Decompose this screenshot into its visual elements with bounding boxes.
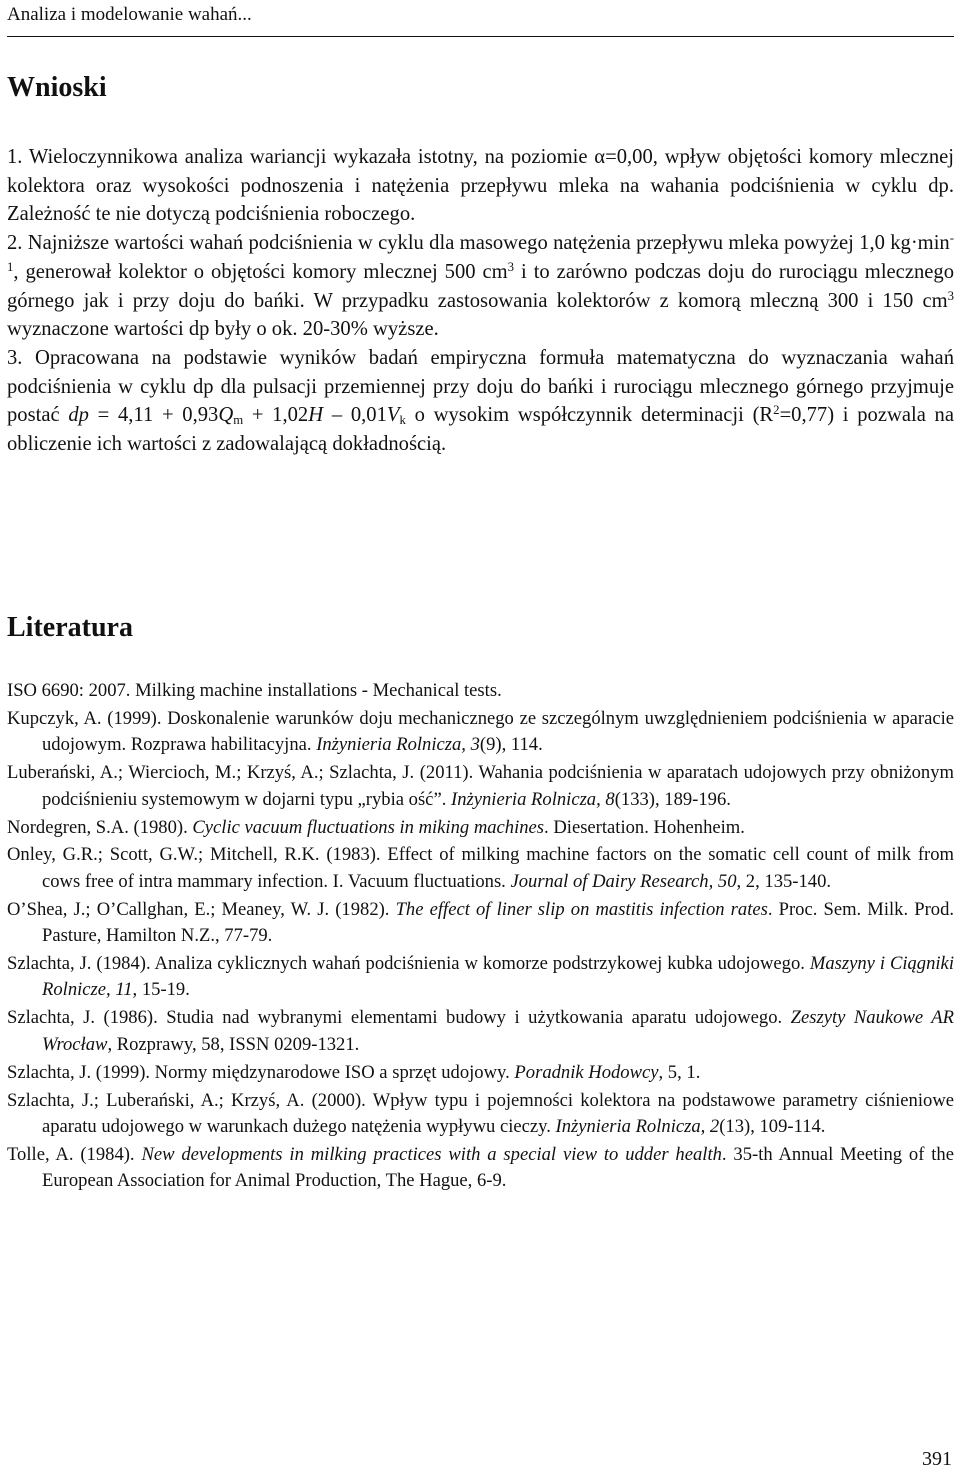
reference-item: Nordegren, S.A. (1980). Cyclic vacuum fluctuations in miking machines. Diesertation. Hohenheim. <box>7 816 745 838</box>
reference-item: Szlachta, J. (1986). Studia nad wybranymi elementami budowy i użytkowania aparatu udojowego. Zeszyty Naukowe AR Wrocław, Rozprawy, 58, ISSN 0209-1321. <box>7 1007 954 1055</box>
conclusions-list <box>7 143 954 459</box>
reference-item: ISO 6690: 2007. Milking machine installations - Mechanical tests. <box>7 680 502 701</box>
reference-item: Tolle, A. (1984). New developments in milking practices with a special view to udder health. 35-th Annual Meeting of the European Association for Animal Production, The Hague, 6-9. <box>7 1143 954 1192</box>
running-head: Analiza i modelowanie wahań... <box>7 4 252 25</box>
reference-list <box>7 678 954 1196</box>
reference-item: Onley, G.R.; Scott, G.W.; Mitchell, R.K. (1983). Effect of milking machine factors on the somatic cell count of milk from cows free of intra mammary infection. I. Vacuum fluctuations. Journal of Dairy Research, 50, 2, 135-140. <box>7 844 954 892</box>
reference-item: Szlachta, J. (1999). Normy międzynarodowe ISO a sprzęt udojowy. Poradnik Hodowcy, 5, 1. <box>7 1061 701 1083</box>
conclusions-heading: Wnioski <box>7 72 107 103</box>
reference-item: O’Shea, J.; O’Callghan, E.; Meaney, W. J. (1982). The effect of liner slip on mastitis infection rates. Proc. Sem. Milk. Prod. Pasture, Hamilton N.Z., 77-79. <box>7 898 955 947</box>
reference-item: Szlachta, J.; Luberański, A.; Krzyś, A. (2000). Wpływ typu i pojemności kolektora na podstawowe parametry ciśnieniowe aparatu udojowego w warunkach dużego natężenia wypływu cieczy. Inżynieria Rolnicza, 2(13), 109-114. <box>7 1089 954 1137</box>
literature-heading: Literatura <box>7 612 133 643</box>
header-rule <box>7 36 954 37</box>
conclusion-3: 3. Opracowana na podstawie wyników badań empiryczna formuła matematyczna do wyznaczania wahań podciśnienia w cyklu dp dla pulsacji przemiennej przy doju do bańki i rurociągu mlecznego górnego przyjmuje postać dp = $4,11 + 0,93Q_m + 1,02H - 0,01V_k$ o wysokim współczynnik determinacji $(R^2=0,77)$ i pozwala na obliczenie ich wartości z zadowalającą dokładnością. <box>7 346 954 456</box>
conclusion-2: 2. Najniższe wartości wahań podciśnienia w cyklu dla masowego natężenia przepływu mleka powyżej 1,0 $kg\cdot\min^{-1}$, generował kolektor o objętości komory mlecznej 500 $cm^3$ i to zarówno podczas doju do rurociągu mlecznego górnego jak i przy doju do bańki. W przypadku zastosowania kolektorów z komorą mleczną 300 i 150 $cm^3$ wyznaczone wartości dp były o ok. 20-30% wyższe. <box>7 231 954 341</box>
reference-item: Szlachta, J. (1984). Analiza cyklicznych wahań podciśnienia w komorze podstrzykowej kubka udojowego. Maszyny i Ciągniki Rolnicze, 11, 15-19. <box>7 953 954 1001</box>
reference-item: Luberański, A.; Wiercioch, M.; Krzyś, A.; Szlachta, J. (2011). Wahania podciśnienia w aparatach udojowych przy obniżonym podciśnieniu systemowym w dojarni typu „rybia ość”. Inżynieria Rolnicza, 8(133), 189-196. <box>7 762 954 810</box>
conclusion-1: 1. Wieloczynnikowa analiza wariancji wykazała istotny, na poziomie α=0,00, wpływ objętości komory mlecznej kolektora oraz wysokości podnoszenia i natężenia przepływu mleka na wahania podciśnienia w cyklu dp. Zależność te nie dotyczą podciśnienia roboczego. <box>7 146 954 226</box>
reference-item: Kupczyk, A. (1999). Doskonalenie warunków doju mechanicznego ze szczególnym uwzględnieniem podciśnienia w aparacie udojowym. Rozprawa habilitacyjna. Inżynieria Rolnicza, 3(9), 114. <box>7 707 954 756</box>
page-number: 391 <box>922 1448 952 1470</box>
